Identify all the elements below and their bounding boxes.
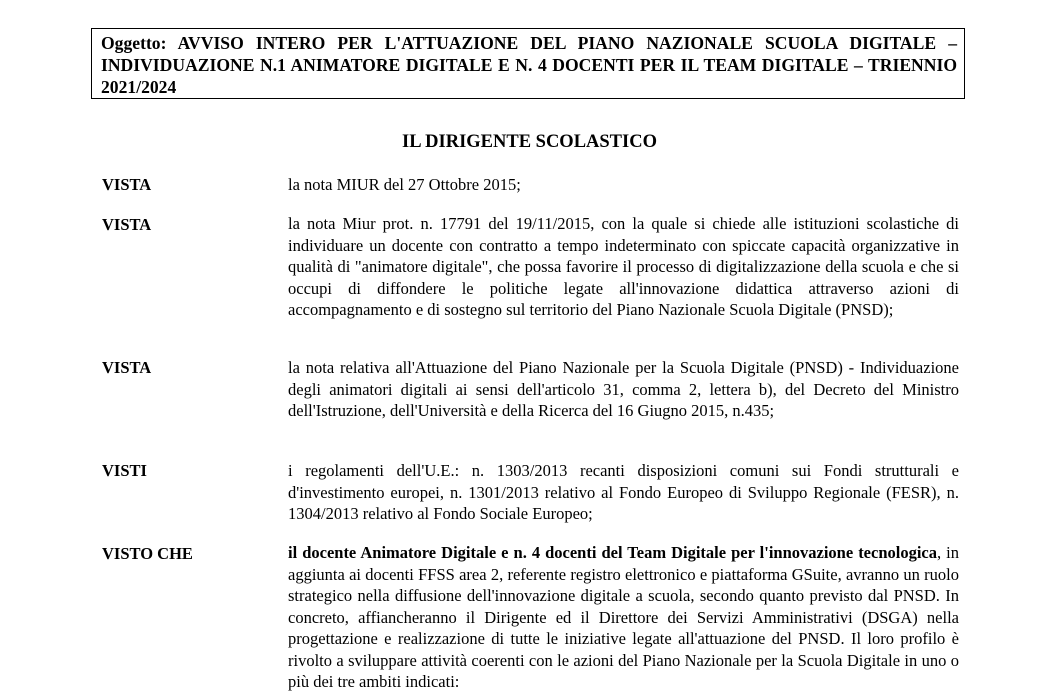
section-label: VISTO CHE (102, 544, 193, 563)
section-body-text: , in aggiunta ai docenti FFSS area 2, referente registro elettronico e piattaforma GSuite, avranno un ruolo strategico nella diffusione dell'innovazione digitale a scuola, secondo quanto previsto dal PNSD. In concreto, affiancheranno il Dirigente ed il Direttore dei Servizi Amministrativi (DSGA) nella progettazione e realizzazione di tutte le iniziative legate all'attuazione del PNSD. Il loro profilo è rivolto a sviluppare attività coerenti con le azioni del Piano Nazionale per la Scuola Digitale in uno o più dei tre ambiti indicati: (288, 543, 959, 691)
page-title: IL DIRIGENTE SCOLASTICO (402, 132, 657, 152)
subject-label: Oggetto: (101, 33, 167, 53)
section-text (288, 542, 959, 693)
section-bold-text: il docente Animatore Digitale e n. 4 docenti del Team Digitale per l'innovazione tecnologica (288, 543, 938, 562)
section-text: la nota MIUR del 27 Ottobre 2015; (288, 175, 521, 194)
section-label: VISTI (102, 461, 147, 480)
subject-box (91, 28, 965, 99)
subject-text (101, 32, 957, 98)
section-label: VISTA (102, 215, 152, 234)
section-label: VISTA (102, 175, 152, 194)
subject-body: AVVISO INTERO PER L'ATTUAZIONE DEL PIANO NAZIONALE SCUOLA DIGITALE – INDIVIDUAZIONE N.1 ANIMATORE DIGITALE E N. 4 DOCENTI PER IL TEAM DIGITALE – TRIENNIO 2021/2024 (101, 33, 957, 97)
section-text: la nota relativa all'Attuazione del Piano Nazionale per la Scuola Digitale (PNSD) - Individuazione degli animatori digitali ai sensi dell'articolo 31, comma 2, lettera b), del Decreto del Ministro dell'Istruzione, dell'Università e della Ricerca del 16 Giugno 2015, n.435; (288, 358, 959, 420)
section-label: VISTA (102, 358, 152, 377)
section-text: i regolamenti dell'U.E.: n. 1303/2013 recanti disposizioni comuni sui Fondi strutturali e d'investimento europei, n. 1301/2013 relativo al Fondo Europeo di Sviluppo Regionale (FESR), n. 1304/2013 relativo al Fondo Sociale Europeo; (288, 461, 959, 523)
section-text: la nota Miur prot. n. 17791 del 19/11/2015, con la quale si chiede alle istituzioni scolastiche di individuare un docente con contratto a tempo indeterminato con spiccate capacità organizzative in qualità di "animatore digitale", che possa favorire il processo di digitalizzazione della scuola e che si occupi di diffondere le politiche legate all'innovazione didattica attraverso azioni di accompagnamento e di sostegno sul territorio del Piano Nazionale Scuola Digitale (PNSD); (288, 214, 959, 319)
